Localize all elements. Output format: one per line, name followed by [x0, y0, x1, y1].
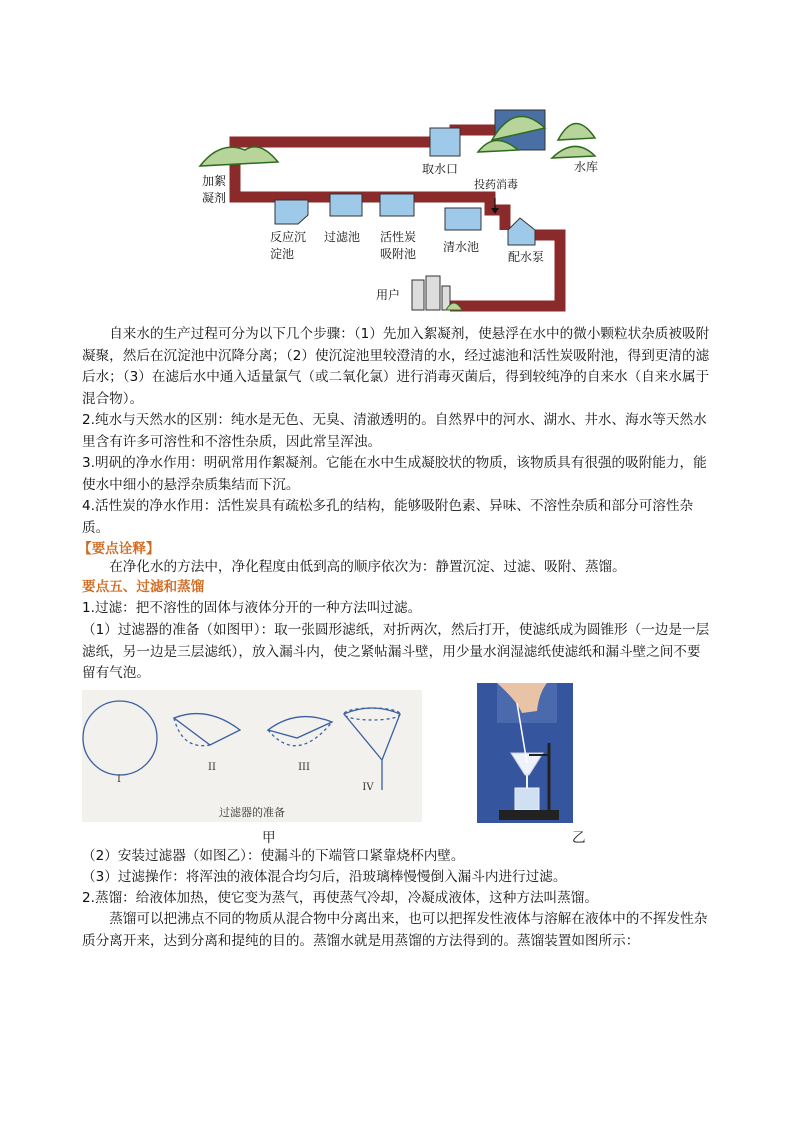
keypoint-text: 在净化水的方法中，净化程度由低到高的顺序依次为：静置沉淀、过滤、吸附、蒸馏。	[109, 559, 626, 575]
label-disinfect: 投药消毒	[474, 178, 518, 191]
label-flocculant-2: 凝剂	[202, 191, 227, 205]
step-label-3: III	[298, 762, 310, 773]
base	[499, 810, 559, 820]
label-reaction-1: 反应沉	[270, 230, 307, 244]
label-reaction-2: 淀池	[270, 247, 295, 261]
figure-filter-apparatus	[477, 683, 573, 823]
hill-reservoir-4	[552, 146, 595, 158]
distill-text: 蒸馏可以把沸点不同的物质从混合物中分离出来，也可以把挥发性液体与溶解在液体中的不挥发性杂质分离开来，达到分离和提纯的目的。蒸馏水就是用蒸馏的方法得到的。蒸馏装置如图所示：	[82, 911, 708, 949]
inner-caption: 过滤器的准备	[219, 806, 285, 819]
step-label-2: II	[208, 762, 216, 773]
step-label-4: IV	[362, 782, 374, 793]
filter-preparation-svg	[82, 690, 422, 822]
paragraph-tap-water-process: 自来水的生产过程可分为以下几个步骤：（1）先加入絮凝剂，使悬浮在水中的微小颗粒状杂质被吸附凝聚，然后在沉淀池中沉降分离；（2）使沉淀池里较澄清的水，经过滤池和活性炭吸附池，得到更清的滤后水；（3）在滤后水中通入适量氯气（或二氧化氯）进行消毒灭菌后，得到较纯净的自来水（自来水属于混合物）。	[82, 326, 710, 407]
label-filter-pool: 过滤池	[324, 230, 361, 244]
filter-paper-quarter	[268, 717, 332, 738]
label-reservoir: 水库	[574, 160, 599, 174]
tank-filter	[330, 194, 362, 216]
hill-left	[200, 147, 278, 166]
label-user: 用户	[376, 288, 401, 302]
filter-preparation: （1）过滤器的准备（如图甲）：取一张圆形滤纸，对折两次，然后打开，使滤纸成为圆锥形（一边是一层滤纸，另一边是三层滤纸），放入漏斗内，使之紧帖漏斗壁，用少量水润湿滤纸使滤纸和漏斗壁之间不要留有气泡。	[82, 622, 710, 681]
filter-apparatus-svg	[477, 683, 573, 823]
label-carbon-1: 活性炭	[380, 230, 417, 244]
paragraph-activated-carbon: 4.活性炭的净水作用：活性炭具有疏松多孔的结构，能够吸附色素、异味、不溶性杂质和部分可溶性杂质。	[82, 498, 694, 536]
filter-operate: （3）过滤操作：将浑浊的液体混合均匀后，沿玻璃棒慢慢倒入漏斗内进行过滤。	[82, 869, 567, 885]
water-treatment-diagram	[190, 100, 610, 320]
filter-paper-half	[174, 714, 240, 745]
label-clear-pool: 清水池	[443, 240, 480, 254]
section5-heading: 要点五、过滤和蒸馏	[82, 579, 205, 595]
distill-definition: 2.蒸馏：给液体加热，使它变为蒸气，再使蒸气冷却，冷凝成液体，这种方法叫蒸馏。	[82, 890, 598, 906]
paragraph-alum: 3.明矾的净水作用：明矾常用作絮凝剂。它能在水中生成凝胶状的物质，该物质具有很强的吸附能力，能使水中细小的悬浮杂质集结而下沉。	[82, 455, 707, 493]
label-flocculant-1: 加絮	[202, 174, 227, 188]
pump-house	[508, 218, 535, 245]
caption-yi: 乙	[572, 830, 586, 846]
user-building-1	[412, 280, 424, 310]
label-intake: 取水口	[422, 162, 459, 176]
filter-install: （2）安装过滤器（如图乙）：使漏斗的下端管口紧靠烧杯内壁。	[82, 848, 465, 864]
beaker	[515, 788, 539, 810]
user-building-2	[426, 276, 440, 310]
filter-definition: 1.过滤：把不溶性的固体与液体分开的一种方法叫过滤。	[82, 600, 422, 616]
hill-reservoir-2	[558, 123, 595, 140]
figure-filter-preparation	[82, 690, 422, 822]
funnel-cone	[344, 708, 400, 760]
paragraph-pure-vs-natural: 2.纯水与天然水的区别：纯水是无色、无臭、清澈透明的。自然界中的河水、湖水、井水、海水等天然水里含有许多可溶性和不溶性杂质，因此常呈浑浊。	[82, 412, 707, 450]
caption-jia: 甲	[262, 830, 276, 846]
tank-reaction	[275, 200, 308, 224]
keypoint-heading: 【要点诠释】	[78, 541, 160, 557]
filter-paper-circle	[83, 701, 157, 775]
intake-box	[430, 128, 460, 156]
tank-clear	[445, 208, 481, 230]
water-treatment-diagram-svg	[190, 100, 610, 320]
label-pump: 配水泵	[508, 250, 545, 264]
step-label-1: I	[117, 774, 121, 785]
tank-carbon	[380, 194, 414, 216]
label-carbon-2: 吸附池	[380, 247, 417, 261]
